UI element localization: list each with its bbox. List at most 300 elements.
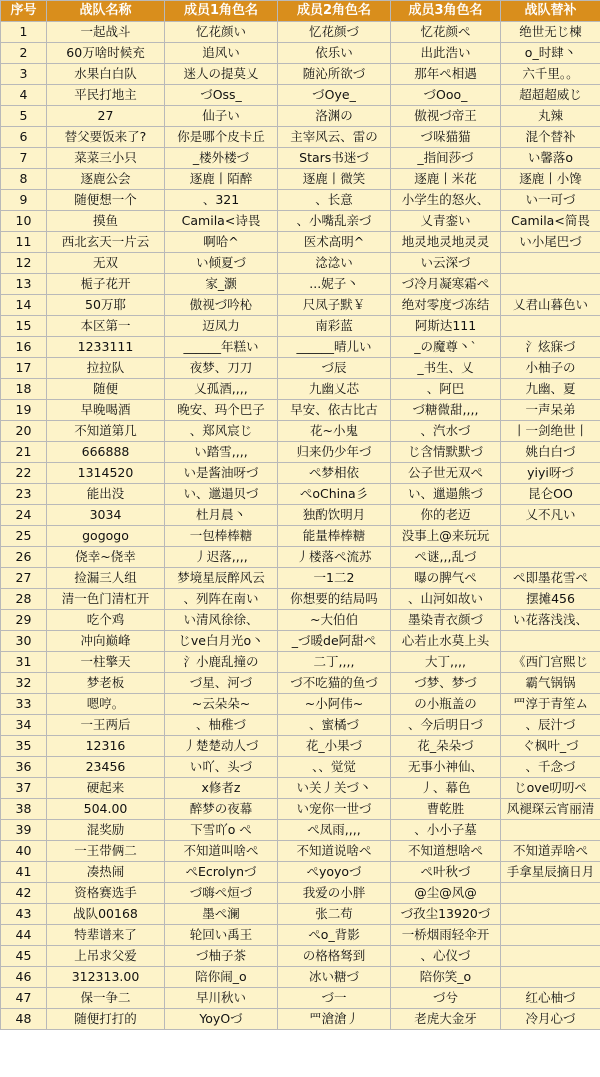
cell-member3: の小瓶盖の <box>391 694 501 715</box>
cell-index: 9 <box>1 190 47 211</box>
cell-member1: 你是哪个皮卡丘 <box>165 127 278 148</box>
cell-member3: ぺ谜,,,乱づ <box>391 547 501 568</box>
cell-member1: 家_灏 <box>165 274 278 295</box>
cell-index: 33 <box>1 694 47 715</box>
cell-member1: 墨ぺ澜 <box>165 904 278 925</box>
cell-team-name: 替父要饭来了? <box>47 127 165 148</box>
cell-member2: づOye_ <box>278 85 391 106</box>
cell-index: 31 <box>1 652 47 673</box>
cell-substitute <box>501 526 600 547</box>
table-row <box>1 526 600 547</box>
cell-team-name: 666888 <box>47 442 165 463</box>
cell-team-name: 随便打打的 <box>47 1009 165 1030</box>
cell-team-name: 504.00 <box>47 799 165 820</box>
cell-index: 11 <box>1 232 47 253</box>
cell-team-name: 战队00168 <box>47 904 165 925</box>
cell-team-name: 混奖励 <box>47 820 165 841</box>
cell-member3: 曝の脾气ぺ <box>391 568 501 589</box>
header-substitute: 战队替补 <box>501 1 600 22</box>
cell-team-name: 硬起来 <box>47 778 165 799</box>
table-row <box>1 988 600 1009</box>
table-row <box>1 610 600 631</box>
cell-substitute: 乂君山暮色い <box>501 295 600 316</box>
cell-team-name: 早晚喝酒 <box>47 400 165 421</box>
cell-team-name: 西北玄天一片云 <box>47 232 165 253</box>
cell-member3: 地灵地灵地灵灵 <box>391 232 501 253</box>
cell-index: 27 <box>1 568 47 589</box>
cell-member2: ぺoChina彡 <box>278 484 391 505</box>
cell-member1: 氵小鹿乱撞の <box>165 652 278 673</box>
table-row <box>1 925 600 946</box>
cell-member2: ~小阿伟~ <box>278 694 391 715</box>
table-row <box>1 442 600 463</box>
header-index: 序号 <box>1 1 47 22</box>
cell-index: 40 <box>1 841 47 862</box>
table-row <box>1 43 600 64</box>
cell-member3: づ梦、梦づ <box>391 673 501 694</box>
cell-member2: 独酌饮明月 <box>278 505 391 526</box>
cell-member1: 醉梦の夜幕 <box>165 799 278 820</box>
cell-substitute: Camila<简畏 <box>501 211 600 232</box>
cell-substitute: い小尾巴づ <box>501 232 600 253</box>
cell-team-name: 上吊求父爱 <box>47 946 165 967</box>
cell-team-name: 水果白白队 <box>47 64 165 85</box>
table-row <box>1 1009 600 1030</box>
cell-substitute: 手拿星辰摘日月 <box>501 862 600 883</box>
cell-member1: 傲视づ吟杺 <box>165 295 278 316</box>
cell-team-name: 清一色门清杠开 <box>47 589 165 610</box>
cell-substitute: 罒淳于青笙ム <box>501 694 600 715</box>
cell-index: 24 <box>1 505 47 526</box>
cell-member2: ...妮子丶 <box>278 274 391 295</box>
cell-team-name: 冲向巅峰 <box>47 631 165 652</box>
cell-team-name: 3034 <box>47 505 165 526</box>
cell-team-name: 侥幸~侥幸 <box>47 547 165 568</box>
cell-index: 34 <box>1 715 47 736</box>
cell-substitute: ぐ枫叶_づ <box>501 736 600 757</box>
cell-member2: 淰淰い <box>278 253 391 274</box>
cell-member3: 墨染青衣颜づ <box>391 610 501 631</box>
cell-member2: 二丁,,,, <box>278 652 391 673</box>
cell-member2: Stars书迷づ <box>278 148 391 169</box>
cell-team-name: 嗯哼。 <box>47 694 165 715</box>
table-row <box>1 64 600 85</box>
table-row <box>1 757 600 778</box>
cell-member3: _指间莎づ <box>391 148 501 169</box>
cell-index: 29 <box>1 610 47 631</box>
cell-substitute: o_时肆丶 <box>501 43 600 64</box>
cell-index: 12 <box>1 253 47 274</box>
table-row <box>1 904 600 925</box>
cell-substitute: 丨一剑绝世丨 <box>501 421 600 442</box>
table-row <box>1 589 600 610</box>
cell-substitute: 九幽、夏 <box>501 379 600 400</box>
cell-index: 19 <box>1 400 47 421</box>
cell-substitute: 风褪琛云宵丽清 <box>501 799 600 820</box>
table-row <box>1 274 600 295</box>
cell-team-name: 一王两后 <box>47 715 165 736</box>
cell-member3: づ兮 <box>391 988 501 1009</box>
cell-team-name: 27 <box>47 106 165 127</box>
cell-substitute: 绝世无じ楝 <box>501 22 600 43</box>
cell-member1: づ星、河づ <box>165 673 278 694</box>
cell-substitute: 昆仑OO <box>501 484 600 505</box>
cell-member3: 、今后明日づ <box>391 715 501 736</box>
cell-index: 8 <box>1 169 47 190</box>
table-row <box>1 22 600 43</box>
cell-substitute: 摆摊456 <box>501 589 600 610</box>
cell-member1: 不知道叫啥ぺ <box>165 841 278 862</box>
cell-substitute <box>501 883 600 904</box>
cell-member3: 傲视づ帝王 <box>391 106 501 127</box>
table-row <box>1 652 600 673</box>
cell-member2: ~大伯伯 <box>278 610 391 631</box>
cell-member1: ぺEcrolynづ <box>165 862 278 883</box>
cell-member2: い宠你一世づ <box>278 799 391 820</box>
cell-team-name: 12316 <box>47 736 165 757</box>
cell-member2: 逐鹿丨微笑 <box>278 169 391 190</box>
cell-index: 48 <box>1 1009 47 1030</box>
cell-member3: 陪你笑_o <box>391 967 501 988</box>
cell-substitute: 、辰汁づ <box>501 715 600 736</box>
cell-member3: ぺ叶秋づ <box>391 862 501 883</box>
cell-substitute <box>501 631 600 652</box>
header-member3: 成员3角色名 <box>391 1 501 22</box>
cell-member2: 、长意 <box>278 190 391 211</box>
cell-member2: の格格驽到 <box>278 946 391 967</box>
cell-substitute <box>501 904 600 925</box>
table-row <box>1 127 600 148</box>
cell-member3: い云深づ <box>391 253 501 274</box>
cell-member1: づ嗨ぺ烜づ <box>165 883 278 904</box>
cell-index: 41 <box>1 862 47 883</box>
cell-member1: 杜月晨丶 <box>165 505 278 526</box>
cell-member2: 南彩蓝 <box>278 316 391 337</box>
table-row <box>1 463 600 484</box>
cell-team-name: 1314520 <box>47 463 165 484</box>
cell-substitute: 六千里。。 <box>501 64 600 85</box>
cell-index: 28 <box>1 589 47 610</box>
cell-member1: い清风徐徐、 <box>165 610 278 631</box>
cell-index: 46 <box>1 967 47 988</box>
cell-substitute: 超超超威じ <box>501 85 600 106</box>
cell-member1: じve白月光o丶 <box>165 631 278 652</box>
table-row <box>1 778 600 799</box>
cell-team-name: 50万耶 <box>47 295 165 316</box>
cell-index: 35 <box>1 736 47 757</box>
cell-member2: づ不吃猫的鱼づ <box>278 673 391 694</box>
cell-team-name: 无双 <box>47 253 165 274</box>
table-header-row <box>1 1 600 22</box>
cell-member2: ぺo_背影 <box>278 925 391 946</box>
cell-member2: 早安、依古比古 <box>278 400 391 421</box>
cell-member3: 、小小子墓 <box>391 820 501 841</box>
cell-team-name: 随便想一个 <box>47 190 165 211</box>
cell-substitute: じove叨叨ぺ <box>501 778 600 799</box>
cell-member1: 、郑风宸じ <box>165 421 278 442</box>
cell-index: 30 <box>1 631 47 652</box>
header-team-name: 战队名称 <box>47 1 165 22</box>
cell-index: 16 <box>1 337 47 358</box>
cell-member2: 能量棒棒糖 <box>278 526 391 547</box>
cell-member2: い关丿关づ丶 <box>278 778 391 799</box>
cell-member1: 早川秋い <box>165 988 278 1009</box>
cell-index: 23 <box>1 484 47 505</box>
cell-member3: 大丁,,,, <box>391 652 501 673</box>
table-row <box>1 841 600 862</box>
cell-index: 18 <box>1 379 47 400</box>
cell-member1: YoyOづ <box>165 1009 278 1030</box>
cell-member2: 丿楼落ぺ流苏 <box>278 547 391 568</box>
cell-member2: 、、觉觉 <box>278 757 391 778</box>
cell-substitute: 霸气锅锅 <box>501 673 600 694</box>
cell-index: 13 <box>1 274 47 295</box>
cell-index: 10 <box>1 211 47 232</box>
table-row <box>1 631 600 652</box>
table-row <box>1 484 600 505</box>
cell-member1: x修者z <box>165 778 278 799</box>
cell-member3: づ孜尘13920づ <box>391 904 501 925</box>
cell-member2: 医术高明^ <box>278 232 391 253</box>
cell-substitute: 《西门宫熙じ <box>501 652 600 673</box>
cell-member3: 你的老迈 <box>391 505 501 526</box>
cell-substitute <box>501 820 600 841</box>
table-row <box>1 715 600 736</box>
cell-member2: 花~小鬼 <box>278 421 391 442</box>
cell-substitute: 、千念づ <box>501 757 600 778</box>
cell-member2: 、小嘴乱亲づ <box>278 211 391 232</box>
cell-substitute <box>501 925 600 946</box>
cell-member3: 、山河如故い <box>391 589 501 610</box>
cell-substitute <box>501 316 600 337</box>
cell-member2: 归来仍少年づ <box>278 442 391 463</box>
cell-member3: 、阿巴 <box>391 379 501 400</box>
table-row <box>1 883 600 904</box>
cell-member2: 一1二2 <box>278 568 391 589</box>
cell-substitute: 氵炫寐づ <box>501 337 600 358</box>
cell-index: 42 <box>1 883 47 904</box>
cell-member3: じ含情默默づ <box>391 442 501 463</box>
table-row <box>1 400 600 421</box>
cell-substitute: ぺ即墨花雪ぺ <box>501 568 600 589</box>
table-row <box>1 505 600 526</box>
cell-substitute <box>501 967 600 988</box>
cell-member2: づ辰 <box>278 358 391 379</box>
cell-member3: 出此浩い <box>391 43 501 64</box>
cell-team-name: 拉拉队 <box>47 358 165 379</box>
cell-member3: 无事小神仙、 <box>391 757 501 778</box>
cell-index: 7 <box>1 148 47 169</box>
cell-member2: 依乐い <box>278 43 391 64</box>
cell-member2: 你想要的结局吗 <box>278 589 391 610</box>
cell-member1: 追风い <box>165 43 278 64</box>
table-row <box>1 253 600 274</box>
cell-substitute: 乂不凡い <box>501 505 600 526</box>
table-row <box>1 862 600 883</box>
cell-member1: 一包棒棒糖 <box>165 526 278 547</box>
cell-index: 43 <box>1 904 47 925</box>
cell-member2: 九幽乂芯 <box>278 379 391 400</box>
table-row <box>1 358 600 379</box>
cell-team-name: 一柱擎天 <box>47 652 165 673</box>
cell-team-name: 一王带俩二 <box>47 841 165 862</box>
cell-member3: 曹乾胜 <box>391 799 501 820</box>
header-member1: 成员1角色名 <box>165 1 278 22</box>
cell-substitute <box>501 253 600 274</box>
cell-index: 47 <box>1 988 47 1009</box>
cell-index: 25 <box>1 526 47 547</box>
cell-team-name: 栀子花开 <box>47 274 165 295</box>
cell-member3: 没事上@来玩玩 <box>391 526 501 547</box>
cell-index: 20 <box>1 421 47 442</box>
cell-member1: 晚安、玛个巴子 <box>165 400 278 421</box>
cell-member2: ぺ梦相依 <box>278 463 391 484</box>
cell-team-name: 资格赛选手 <box>47 883 165 904</box>
cell-substitute: yiyi呀づ <box>501 463 600 484</box>
cell-member3: づ糖微甜,,,, <box>391 400 501 421</box>
cell-member3: 一桥烟雨轻伞开 <box>391 925 501 946</box>
cell-member1: 、321 <box>165 190 278 211</box>
cell-index: 14 <box>1 295 47 316</box>
cell-index: 6 <box>1 127 47 148</box>
cell-member2: _づ暖de阿甜ぺ <box>278 631 391 652</box>
cell-index: 26 <box>1 547 47 568</box>
cell-member1: 丿迟落,,,, <box>165 547 278 568</box>
cell-member1: い、邋遢贝づ <box>165 484 278 505</box>
cell-member1: 仙子い <box>165 106 278 127</box>
cell-member1: づOss_ <box>165 85 278 106</box>
cell-member3: _の魔尊丶` <box>391 337 501 358</box>
cell-team-name: 能出没 <box>47 484 165 505</box>
cell-team-name: 凑热闹 <box>47 862 165 883</box>
cell-member2: 忆花颜づ <box>278 22 391 43</box>
cell-team-name: 吃个鸡 <box>47 610 165 631</box>
cell-member2: 我爱の小胖 <box>278 883 391 904</box>
table-row <box>1 106 600 127</box>
cell-member2: ______晴儿い <box>278 337 391 358</box>
cell-member1: 下雪吖o ぺ <box>165 820 278 841</box>
cell-member3: 阿斯达111 <box>391 316 501 337</box>
table-row <box>1 316 600 337</box>
table-row <box>1 694 600 715</box>
cell-member3: 、心仪づ <box>391 946 501 967</box>
cell-member1: 轮回い禹王 <box>165 925 278 946</box>
cell-member1: Camila<诗畏 <box>165 211 278 232</box>
table-row <box>1 148 600 169</box>
table-row <box>1 946 600 967</box>
cell-member2: 罒滄滄丿 <box>278 1009 391 1030</box>
cell-member2: ぺyoyoづ <box>278 862 391 883</box>
cell-member3: づ冷月凝寒霜ぺ <box>391 274 501 295</box>
cell-team-name: 1233111 <box>47 337 165 358</box>
cell-member1: 梦境星辰醉风云 <box>165 568 278 589</box>
cell-team-name: 平民打地主 <box>47 85 165 106</box>
cell-member1: 、列阵在南い <box>165 589 278 610</box>
cell-index: 36 <box>1 757 47 778</box>
cell-substitute: い一可づ <box>501 190 600 211</box>
table-row <box>1 547 600 568</box>
table-row <box>1 673 600 694</box>
cell-index: 17 <box>1 358 47 379</box>
cell-member2: づ一 <box>278 988 391 1009</box>
cell-index: 15 <box>1 316 47 337</box>
table-row <box>1 211 600 232</box>
cell-substitute: 混个替补 <box>501 127 600 148</box>
cell-member1: い吖、头づ <box>165 757 278 778</box>
cell-team-name: 特辈谱来了 <box>47 925 165 946</box>
cell-member1: い是酱油呀づ <box>165 463 278 484</box>
cell-member1: ______年糕い <box>165 337 278 358</box>
cell-member1: 陪你闹_o <box>165 967 278 988</box>
cell-member3: 那年ぺ相遇 <box>391 64 501 85</box>
cell-member1: 乂孤酒,,,, <box>165 379 278 400</box>
cell-index: 45 <box>1 946 47 967</box>
cell-member3: _书生、乂 <box>391 358 501 379</box>
cell-member1: ~云朵朵~ <box>165 694 278 715</box>
table-row <box>1 799 600 820</box>
cell-member3: 忆花颜ぺ <box>391 22 501 43</box>
cell-member1: 迈凤力 <box>165 316 278 337</box>
cell-member1: 丿楚楚动人づ <box>165 736 278 757</box>
cell-member2: 冰い糖づ <box>278 967 391 988</box>
cell-index: 3 <box>1 64 47 85</box>
cell-index: 5 <box>1 106 47 127</box>
cell-member3: 老虎大金牙 <box>391 1009 501 1030</box>
table-row <box>1 232 600 253</box>
cell-index: 1 <box>1 22 47 43</box>
cell-substitute <box>501 946 600 967</box>
cell-member1: 夜梦、刀刀 <box>165 358 278 379</box>
cell-substitute: 姚白白づ <box>501 442 600 463</box>
table-row <box>1 295 600 316</box>
cell-member3: 心若止水莫上头 <box>391 631 501 652</box>
cell-substitute: 冷月心づ <box>501 1009 600 1030</box>
cell-member3: 花_朵朵づ <box>391 736 501 757</box>
cell-substitute <box>501 547 600 568</box>
cell-team-name: 捡漏三人组 <box>47 568 165 589</box>
cell-index: 21 <box>1 442 47 463</box>
cell-member1: い倾夏づ <box>165 253 278 274</box>
cell-team-name: 不知道第几 <box>47 421 165 442</box>
table-row <box>1 421 600 442</box>
cell-member3: 小学生的怒火、 <box>391 190 501 211</box>
header-member2: 成员2角色名 <box>278 1 391 22</box>
cell-member1: 啊哈^ <box>165 232 278 253</box>
cell-member3: づ哚猫猫 <box>391 127 501 148</box>
cell-index: 22 <box>1 463 47 484</box>
cell-member2: ぺ凤雨,,,, <box>278 820 391 841</box>
cell-team-name: 本区第一 <box>47 316 165 337</box>
cell-team-name: 逐鹿公会 <box>47 169 165 190</box>
table-row <box>1 337 600 358</box>
table-row <box>1 190 600 211</box>
cell-member3: 绝对零度づ冻结 <box>391 295 501 316</box>
cell-substitute: 逐鹿丨小馋 <box>501 169 600 190</box>
cell-team-name: 一起战斗 <box>47 22 165 43</box>
cell-team-name: 保一争二 <box>47 988 165 1009</box>
cell-member3: 逐鹿丨米花 <box>391 169 501 190</box>
cell-member2: 张二苟 <box>278 904 391 925</box>
cell-member3: づOoo_ <box>391 85 501 106</box>
cell-substitute: い花落浅浅、 <box>501 610 600 631</box>
cell-member1: 迷人の提莫乂 <box>165 64 278 85</box>
cell-team-name: 摸鱼 <box>47 211 165 232</box>
cell-member2: 洛渊の <box>278 106 391 127</box>
cell-team-name: 随便 <box>47 379 165 400</box>
cell-team-name: 菜菜三小只 <box>47 148 165 169</box>
cell-member1: 逐鹿丨陌醉 <box>165 169 278 190</box>
cell-member3: @尘@风@ <box>391 883 501 904</box>
